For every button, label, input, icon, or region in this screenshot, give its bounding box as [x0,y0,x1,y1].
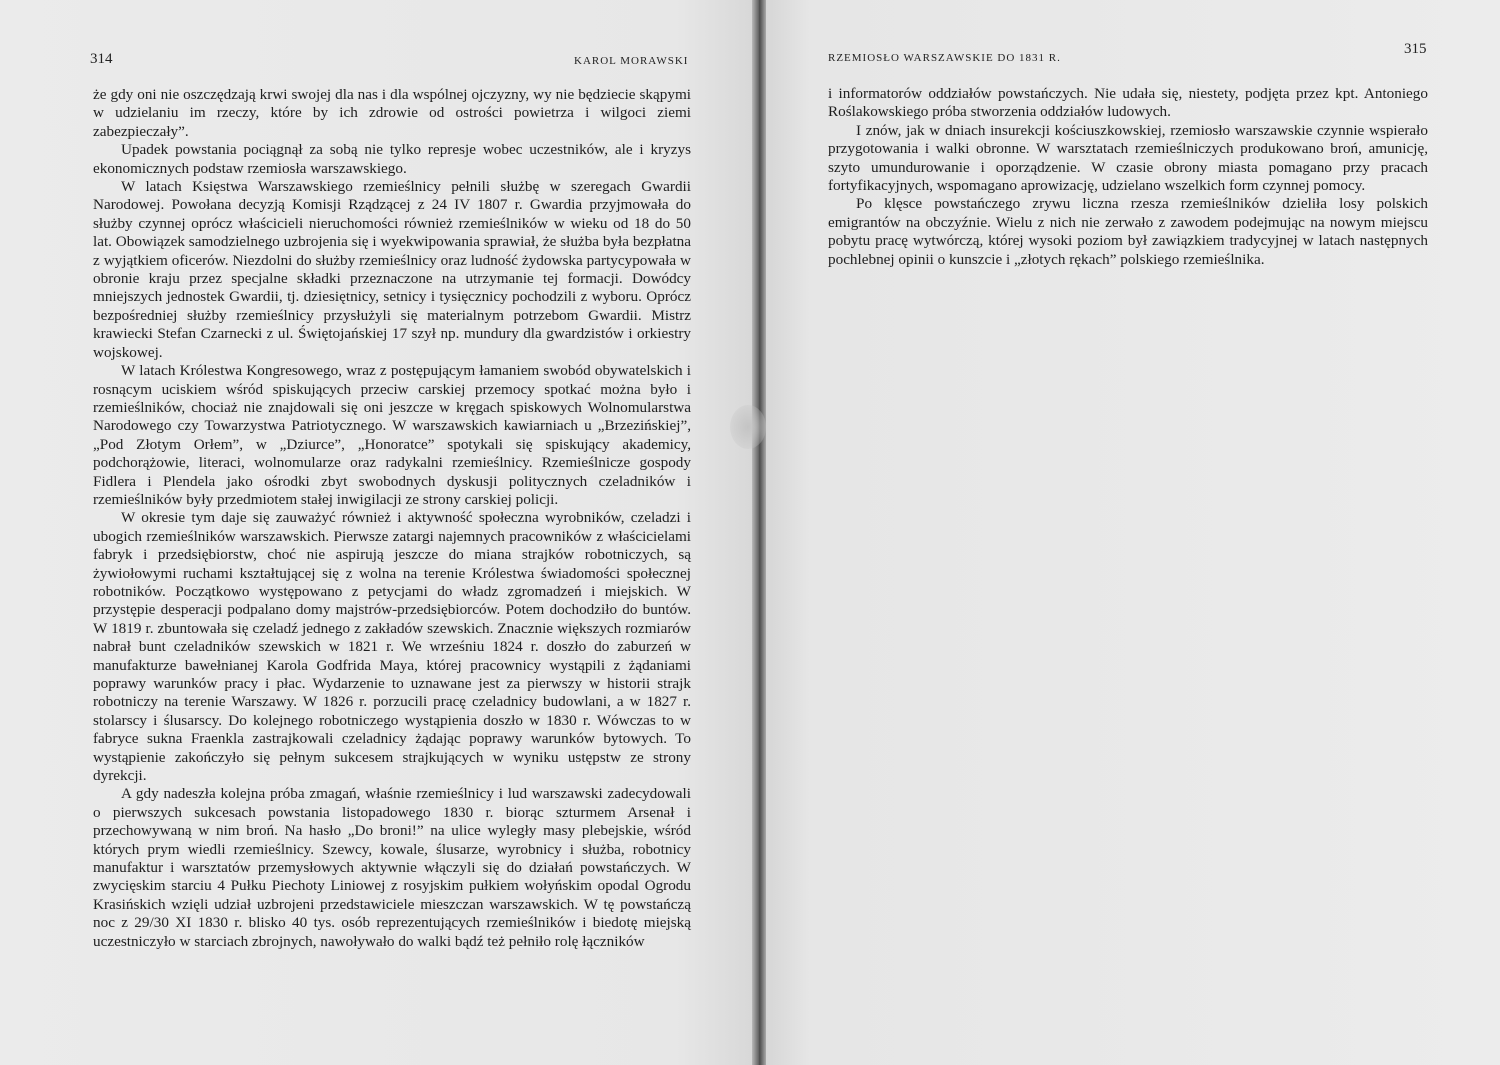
paragraph: Upadek powstania pociągnął za sobą nie tylko represje wobec uczestników, ale i kryzys ekonomicznych podstaw rzemiosła warszawskiego. [93,141,691,177]
paragraph: I znów, jak w dniach insurekcji kościuszkowskiej, rzemiosło warszawskie czynnie wspierało przygotowania i walki obronne. W warsztatach rzemieślniczych produkowano broń, amunicję, szyto umundurowanie i oporządzenie. W czasie obrony miasta pomagano przy pracach fortyfikacyjnych, wspomagano aprowizację, udzielano wszelkich form czynnej pomocy. [828,121,1428,195]
paragraph: że gdy oni nie oszczędzają krwi swojej dla nas i dla wspólnej ojczyzny, wy nie będziecie skąpymi w udzielaniu im rzeczy, które by ich zdrowie od ostrości powietrza i wilgoci ziemi zabezpieczały”. [93,86,691,140]
body-text [93,86,691,951]
paragraph: A gdy nadeszła kolejna próba zmagań, właśnie rzemieślnicy i lud warszawski zadecydowali o pierwszych sukcesach powstania listopadowego 1830 r. biorąc szturmem Arsenał i przechowywaną w nim broń. Na hasło „Do broni!” na ulice wyległy masy plebejskie, wśród których prym wiedli rzemieślnicy. Szewcy, kowale, ślusarze, wyrobnicy i służba, robotnicy manufaktur i warsztatów przemysłowych aktywnie włączyli się do działań powstańczych. W zwycięskim starciu 4 Pułku Piechoty Liniowej z rosyjskim pułkiem wołyńskim opodal Ogrodu Krasińskich wzięli udział uzbrojeni przedstawiciele mieszczan warszawskich. W tę powstańczą noc z 29/30 XI 1830 r. blisko 40 tys. osób reprezentujących rzemieślników i biedotę miejską uczestniczyło w starciach zbrojnych, nawoływało do walki bądź też pełniło rolę łączników [93,785,691,950]
page-number: 315 [1404,41,1427,57]
paragraph: W latach Królestwa Kongresowego, wraz z postępującym łamaniem swobód obywatelskich i rosnącym uciskiem wśród spiskujących przeciw carskiej przemocy spotkać można było i rzemieślników, chociaż nie znajdowali się oni jeszcze w kręgach spiskowych Wolnomularstwa Narodowego czy Towarzystwa Patriotycznego. W warszawskich kawiarniach u „Brzezińskiej”, „Pod Złotym Orłem”, w „Dziurce”, „Honoratce” spotykali się spiskujący akademicy, podchorążowie, literaci, wolnomularze oraz radykalni rzemieślnicy. Rzemieślnicze gospody Fidlera i Plendela jako ośrodki zbyt swobodnych dyskusji politycznych czeladników i rzemieślników były przedmiotem stałej inwigilacji ze strony carskiej policji. [93,362,691,508]
paragraph: i informatorów oddziałów powstańczych. Nie udała się, niestety, podjęta przez kpt. Antoniego Roślakowskiego próba stworzenia oddziałów ludowych. [828,85,1428,121]
body-text [828,85,1428,269]
running-head: KAROL MORAWSKI [574,55,689,67]
paragraph: Po klęsce powstańczego zrywu liczna rzesza rzemieślników dzieliła losy polskich emigrantów na obczyźnie. Wielu z nich nie zerwało z zawodem podejmując na nowym miejscu pobytu pracę wytwórczą, której wysoki poziom był zawiązkiem tradycyjnej w latach następnych pochlebnej opinii o kunszcie i „złotych rękach” polskiego rzemieślnika. [828,195,1428,268]
page-shadow [730,405,766,449]
right-page [766,0,1500,1065]
paragraph: W okresie tym daje się zauważyć również i aktywność społeczna wyrobników, czeladzi i ubogich rzemieślników warszawskich. Pierwsze zatargi najemnych pracowników z właścicielami fabryk i przedsiębiorstw, choć nie aspirują jeszcze do miana strajków robotniczych, są żywiołowymi ruchami kształtującej się z wolna na terenie Królestwa świadomości społecznej robotników. Początkowo występowano z petycjami do władz zgromadzeń i miejskich. W przystępie desperacji podpalano domy majstrów-przedsiębiorców. Potem dochodziło do buntów. W 1819 r. zbuntowała się czeladź jednego z zakładów szewskich. Znacznie większych rozmiarów nabrał bunt czeladników szewskich w 1821 r. We wrześniu 1824 r. doszło do zaburzeń w manufakturze bawełnianej Karola Godfrida Maya, której pracownicy wystąpili z żądaniami poprawy warunków pracy i płac. Wydarzenie to uznawane jest za pierwszy w historii strajk robotniczy na terenie Warszawy. W 1826 r. porzucili pracę czeladnicy budowlani, a w 1827 r. stolarscy i ślusarscy. Do kolejnego robotniczego wystąpienia doszło w 1830 r. Wówczas to w fabryce sukna Fraenkla zastrajkowali czeladnicy żądając poprawy warunków bytowych. To wystąpienie zakończyło się pełnym sukcesem strajkujących w wyniku ustępstw ze strony dyrekcji. [93,509,691,785]
paragraph: W latach Księstwa Warszawskiego rzemieślnicy pełnili służbę w szeregach Gwardii Narodowej. Powołana decyzją Komisji Rządzącej z 24 IV 1807 r. Gwardia przyjmowała do służby czynnej oprócz właścicieli nieruchomości również rzemieślników w wieku od 18 do 50 lat. Obowiązek samodzielnego uzbrojenia się i wyekwipowania sprawiał, że służba była bezpłatna z wyjątkiem oficerów. Niezdolni do służby rzemieślnicy oraz ludność żydowska partycypowała w obronie kraju przez specjalne składki przeznaczone na utrzymanie tej formacji. Dowódcy mniejszych jednostek Gwardii, tj. dziesiętnicy, setnicy i tysięcznicy pochodzili z wyboru. Oprócz bezpośredniej służby rzemieślnicy przysłużyli się materialnym potrzebom Gwardii. Mistrz krawiecki Stefan Czarnecki z ul. Świętojańskiej 17 szył np. mundury dla gwardzistów i orkiestry wojskowej. [93,178,691,361]
book-gutter [752,0,766,1065]
running-head: RZEMIOSŁO WARSZAWSKIE DO 1831 R. [828,52,1061,64]
page-number: 314 [90,51,113,67]
